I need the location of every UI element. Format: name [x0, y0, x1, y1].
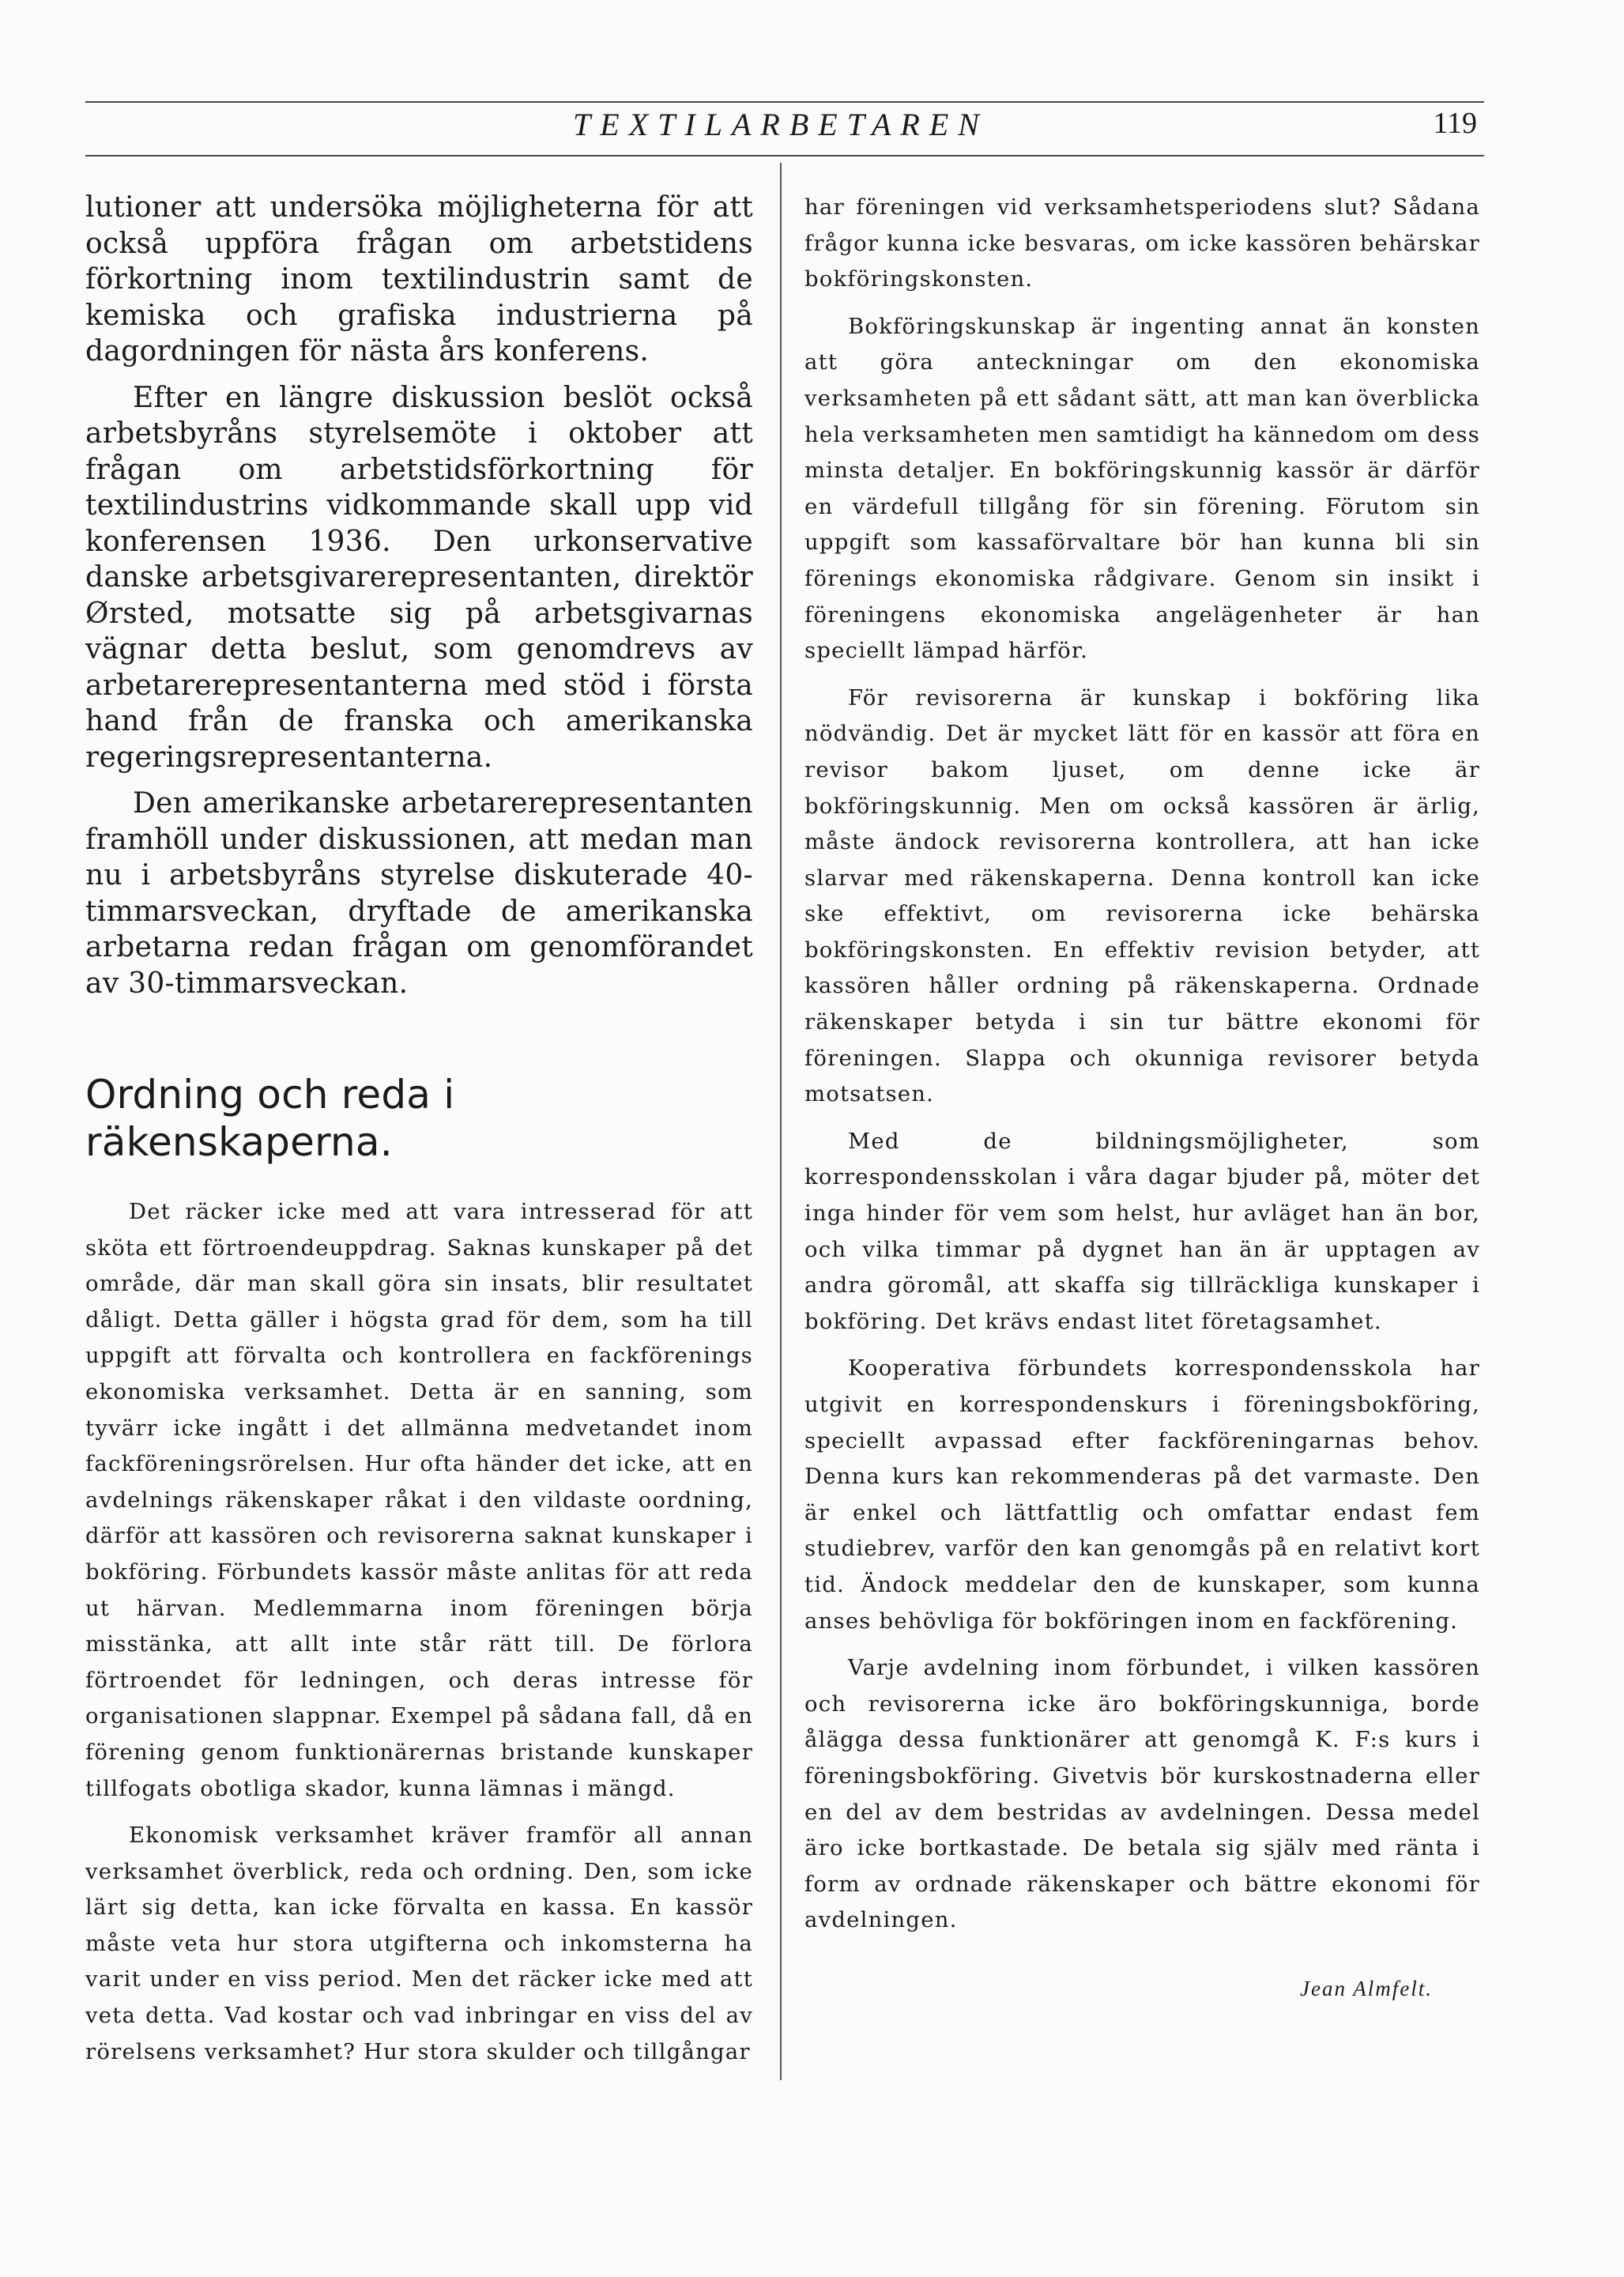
paragraph: Efter en längre diskussion beslöt också arbetsbyråns styrelsemöte i oktober att frågan om arbetstidsförkortning för textilindustrins vidkommande skall upp vid konferensen 1936. Den urkonservative danske arbetsgivarerepresentanten, direktör Ørsted, motsatte sig på arbetsgivarnas vägnar detta beslut, som genomdrevs av arbetarerepresentanterna med stöd i första hand från de franska och amerikanska regeringsrepresentanterna. — [85, 381, 753, 774]
paragraph: Bokföringskunskap är ingenting annat än konsten att göra anteckningar om den ekonomiska verksamheten på ett sådant sätt, att man kan överblicka hela verksamheten men samtidigt ha kännedom om dess minsta detaljer. En bokföringskunnig kassör är därför en värdefull tillgång för sin förening. Förutom sin uppgift som kassaförvaltare bör han kunna bli sin förenings ekonomiska rådgivare. Genom sin insikt i föreningens ekonomiska angelägenheter är han speciellt lämpad härför. — [804, 313, 1480, 664]
article-body-right — [804, 190, 1480, 1939]
paragraph: Den amerikanske arbetarerepresentanten framhöll under diskussionen, att medan man nu i arbetsbyråns styrelse diskuterade 40-timmarsveckan, dryftade de amerikanska arbetarna redan frågan om genomförandet av 30-timmarsveckan. — [85, 787, 753, 1000]
header-bottom-rule — [85, 155, 1484, 156]
right-column — [804, 190, 1480, 2001]
paragraph: Varje avdelning inom förbundet, i vilken kassören och revisorerna icke äro bokföringskunniga, borde ålägga dessa funktionärer att genomgå K. F:s kurs i föreningsbokföring. Givetvis bör kurskostnaderna eller en del av dem bestridas av avdelningen. Dessa medel äro icke bortkastade. De betala sig själv med ränta i form av ordnade räkenskaper och bättre ekonomi för avdelningen. — [804, 1655, 1480, 1933]
paragraph: För revisorerna är kunskap i bokföring lika nödvändig. Det är mycket lätt för en kassör att föra en revisor bakom ljuset, om denne icke är bokföringskunnig. Men om också kassören är ärlig, måste ändock revisorerna kontrollera, att han icke slarvar med räkenskaperna. Denna kontroll kan icke ske effektivt, om revisorerna icke behärska bokföringskonsten. En effektiv revision betyder, att kassören håller ordning på räkenskaperna. Ordnade räkenskaper betyda i sin tur bättre ekonomi för föreningen. Slappa och okunniga revisorer betyda motsatsen. — [804, 684, 1480, 1107]
column-separator — [780, 163, 782, 2080]
paragraph: Det räcker icke med att vara intresserad för att sköta ett förtroendeuppdrag. Saknas kunskaper på det område, där man skall göra sin insats, blir resultatet dåligt. Detta gäller i högsta grad för dem, som ha till uppgift att förvalta och kontrollera en fackförenings ekonomiska verksamhet. Detta är en sanning, som tyvärr icke ingått i det allmänna medvetandet inom fackföreningsrörelsen. Hur ofta händer det icke, att en avdelnings räkenskaper råkat i den vildaste oordning, därför att kassören och revisorerna saknat kunskaper i bokföring. Förbundets kassör måste anlitas för att reda ut härvan. Medlemmarna inom föreningen börja misstänka, att allt inte står rätt till. De förlora förtroendet för ledningen, och deras intresse för organisationen slappnar. Exempel på sådana fall, då en förening genom funktionärernas bristande kunskaper tillfogats obotliga skador, kunna lämnas i mängd. — [85, 1199, 753, 1801]
page-number: 119 — [1433, 107, 1477, 140]
paragraph: Med de bildningsmöjligheter, som korrespondensskolan i våra dagar bjuder på, möter det inga hinder för vem som helst, hur avläget han än bor, och vilka timmar på dygnet han än är upptagen av andra göromål, att skaffa sig tillräckliga kunskaper i bokföring. Det krävs endast litet företagsamhet. — [804, 1128, 1480, 1334]
continued-article — [85, 190, 753, 1001]
paragraph: lutioner att undersöka möjligheterna för att också uppföra frågan om arbetstidens förkortning inom textilindustrin samt de kemiska och grafiska industrierna på dagordningen för nästa års konferens. — [85, 191, 753, 368]
header-top-rule — [85, 101, 1484, 103]
paragraph: Ekonomisk verksamhet kräver framför all annan verksamhet överblick, reda och ordning. Den, som icke lärt sig detta, kan icke förvalta en kassa. En kassör måste veta hur stora utgifterna och inkomsterna ha varit under en viss period. Men det räcker icke med att veta detta. Vad kostar och vad inbringar en viss del av rörelsens verksamhet? Hur stora skulder och tillgångar — [85, 1823, 753, 2064]
left-column — [85, 190, 753, 2070]
paragraph: Kooperativa förbundets korrespondensskola har utgivit en korrespondenskurs i föreningsbokföring, speciellt avpassad efter fackföreningarnas behov. Denna kurs kan rekommenderas på det varmaste. Den är enkel och lättfattlig och omfattar endast fem studiebrev, varför den kan genomgås på en relativt kort tid. Ändock meddelar den de kunskaper, som kunna anses behövliga för bokföringen inom en fackförening. — [804, 1355, 1480, 1634]
article-heading: Ordning och reda i räkenskaperna. — [85, 1072, 455, 1165]
article-body-left — [85, 1194, 753, 2070]
author-signature: Jean Almfelt. — [1300, 1976, 1433, 2000]
paragraph: har föreningen vid verksamhetsperiodens slut? Sådana frågor kunna icke besvaras, om icke kassören behärskar bokföringskonsten. — [804, 194, 1480, 292]
running-title: TEXTILARBETAREN — [573, 107, 989, 142]
